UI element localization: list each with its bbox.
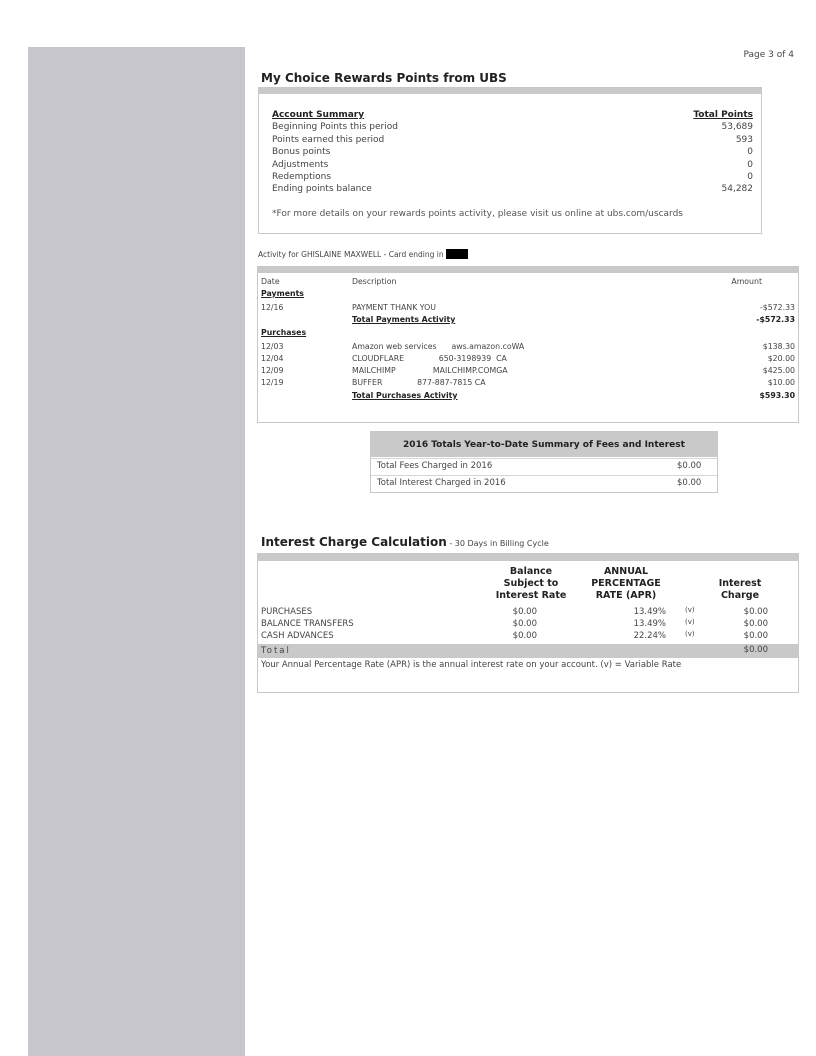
interest-total-row: [258, 644, 798, 658]
ytd-fees-title: 2016 Totals Year-to-Date Summary of Fees and Interest: [371, 432, 717, 457]
left-margin-panel: [28, 47, 245, 1056]
table-row: [258, 366, 798, 377]
fee-row: [371, 458, 717, 474]
summary-label: Bonus points: [272, 147, 331, 158]
account-summary-header: Account Summary: [272, 110, 365, 120]
summary-value: 0: [747, 172, 753, 183]
row-date: 12/19: [261, 378, 284, 387]
payments-total-label: Total Payments Activity: [352, 315, 456, 324]
ytd-fees-interest-box: [370, 431, 718, 493]
variable-rate-flag: (v): [685, 630, 695, 638]
purchases-total-amount: $593.30: [759, 391, 795, 400]
summary-row: [272, 183, 753, 195]
row-apr: 13.49%: [633, 619, 666, 629]
row-date: 12/04: [261, 354, 284, 363]
row-charge: $0.00: [743, 619, 768, 629]
row-charge: $0.00: [743, 607, 768, 617]
purchases-total-row: [258, 391, 798, 402]
col-date: Date: [261, 277, 280, 286]
activity-table: [257, 266, 799, 423]
fee-label: Total Interest Charged in 2016: [377, 478, 506, 488]
row-balance: $0.00: [512, 607, 537, 617]
interest-calc-table: [257, 553, 799, 693]
page-number: Page 3 of 4: [743, 50, 794, 60]
total-charge: $0.00: [743, 645, 768, 655]
activity-header-bar: [258, 267, 798, 273]
row-description: MAILCHIMP MAILCHIMP.COMGA: [352, 366, 508, 375]
row-amount: $10.00: [767, 378, 795, 387]
row-date: 12/03: [261, 342, 284, 351]
interest-calc-title: [261, 535, 549, 549]
col-balance-line: Subject to: [503, 578, 559, 589]
rewards-note: *For more details on your rewards points activity, please visit us online at ubs.com/uscards: [272, 209, 683, 219]
apr-note: Your Annual Percentage Rate (APR) is the annual interest rate on your account. (v) = Variable Rate: [261, 660, 682, 670]
summary-label: Ending points balance: [272, 184, 372, 195]
activity-column-headers: [258, 277, 798, 288]
purchases-header: Purchases: [261, 328, 307, 337]
row-description: PAYMENT THANK YOU: [352, 303, 436, 312]
table-row: [258, 342, 798, 353]
summary-label: Points earned this period: [272, 134, 385, 145]
table-row: [258, 607, 798, 619]
col-charge-header: [700, 578, 780, 602]
summary-row: [272, 171, 753, 183]
interest-subtitle: - 30 Days in Billing Cycle: [446, 539, 549, 548]
summary-row: [272, 159, 753, 171]
fee-value: $0.00: [677, 461, 702, 471]
row-charge: $0.00: [743, 631, 768, 641]
summary-row: [272, 146, 753, 158]
variable-rate-flag: (v): [685, 618, 695, 626]
payments-section-header: [258, 289, 798, 300]
payments-total-amount: -$572.33: [756, 315, 795, 324]
rewards-summary-box: [258, 87, 762, 234]
row-apr: 22.24%: [633, 631, 666, 641]
summary-value: 593: [735, 134, 753, 145]
table-row: [258, 378, 798, 389]
row-date: 12/16: [261, 303, 284, 312]
row-balance: $0.00: [512, 619, 537, 629]
col-charge-line: Charge: [720, 590, 760, 601]
interest-title-text: Interest Charge Calculation: [261, 535, 447, 549]
summary-value: 0: [747, 147, 753, 158]
interest-header-bar: [258, 554, 798, 561]
col-balance-line: Interest Rate: [495, 590, 567, 601]
row-label: BALANCE TRANSFERS: [261, 619, 354, 629]
col-apr-line: ANNUAL: [603, 566, 649, 577]
col-amount: Amount: [731, 277, 762, 286]
account-summary: [272, 109, 753, 196]
col-description: Description: [352, 277, 397, 286]
summary-value: 53,689: [721, 122, 753, 133]
fee-row: [371, 475, 717, 491]
row-balance: $0.00: [512, 631, 537, 641]
table-row: [258, 303, 798, 314]
rewards-header-bar: [259, 88, 761, 94]
total-label: Total: [261, 646, 291, 656]
fee-label: Total Fees Charged in 2016: [377, 461, 493, 471]
summary-header-row: [272, 109, 753, 121]
row-apr: 13.49%: [633, 607, 666, 617]
purchases-total-label: Total Purchases Activity: [352, 391, 458, 400]
summary-label: Beginning Points this period: [272, 122, 398, 133]
fee-value: $0.00: [677, 478, 702, 488]
row-amount: $20.00: [767, 354, 795, 363]
activity-caption-text: Activity for GHISLAINE MAXWELL - Card ending in: [258, 249, 444, 259]
row-description: Amazon web services aws.amazon.coWA: [352, 342, 525, 351]
summary-value: 54,282: [721, 184, 753, 195]
payments-total-row: [258, 315, 798, 326]
row-label: CASH ADVANCES: [261, 631, 334, 641]
col-charge-line: Interest: [718, 578, 762, 589]
summary-value: 0: [747, 159, 753, 170]
table-row: [258, 619, 798, 631]
col-balance-line: Balance: [509, 566, 553, 577]
row-description: BUFFER 877-887-7815 CA: [352, 378, 486, 387]
summary-label: Redemptions: [272, 172, 332, 183]
payments-header: Payments: [261, 289, 304, 298]
row-description: CLOUDFLARE 650-3198939 CA: [352, 354, 507, 363]
col-apr-line: PERCENTAGE: [591, 578, 661, 589]
table-row: [258, 354, 798, 365]
row-amount: -$572.33: [759, 303, 795, 312]
total-points-header: Total Points: [693, 110, 753, 120]
variable-rate-flag: (v): [685, 606, 695, 614]
rewards-title: My Choice Rewards Points from UBS: [261, 71, 507, 85]
row-amount: $425.00: [762, 366, 795, 375]
summary-label: Adjustments: [272, 159, 329, 170]
summary-row: [272, 134, 753, 146]
col-apr-header: [576, 566, 676, 602]
redacted-card-number: [446, 249, 468, 259]
activity-caption: [258, 249, 468, 259]
row-amount: $138.30: [762, 342, 795, 351]
summary-row: [272, 121, 753, 133]
row-label: PURCHASES: [261, 607, 313, 617]
col-apr-line: RATE (APR): [595, 590, 657, 601]
row-date: 12/09: [261, 366, 284, 375]
table-row: [258, 631, 798, 643]
purchases-section-header: [258, 328, 798, 339]
